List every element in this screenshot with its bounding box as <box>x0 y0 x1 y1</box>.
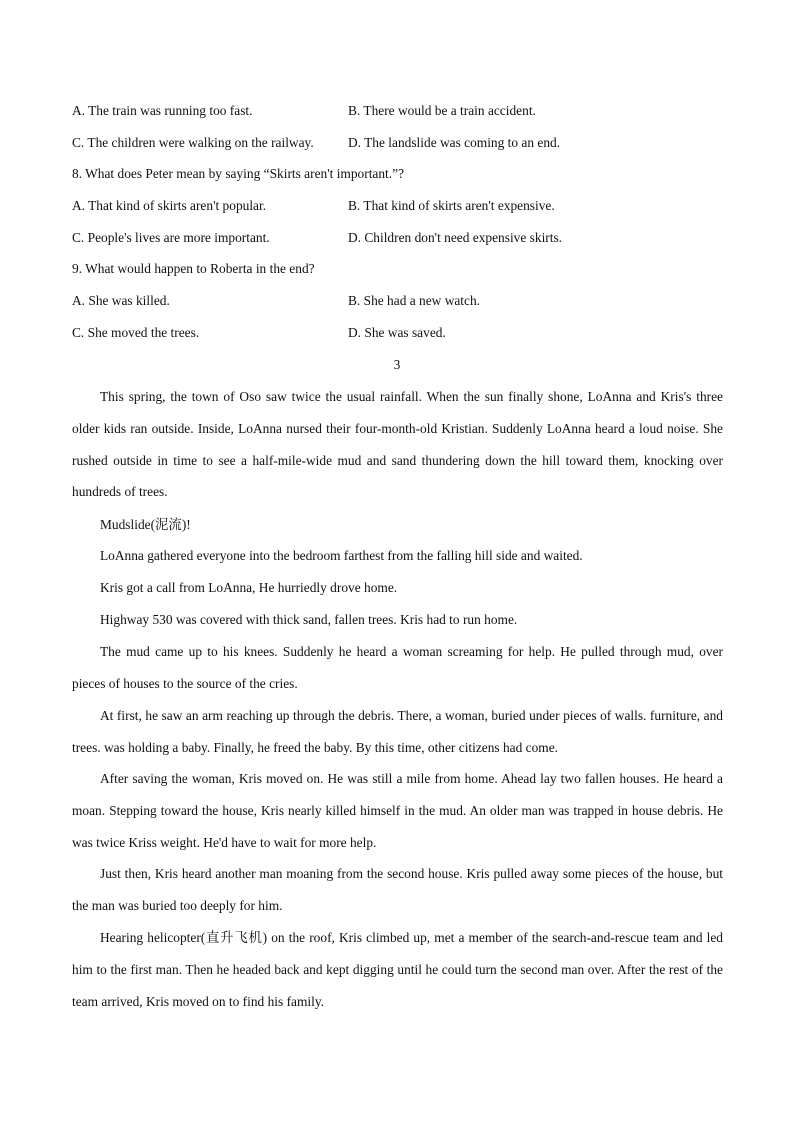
q7-option-a: A. The train was running too fast. <box>72 103 253 118</box>
q8-option-b: B. That kind of skirts aren't expensive. <box>348 198 555 213</box>
q9-option-b: B. She had a new watch. <box>348 293 481 308</box>
q7-option-b: B. There would be a train accident. <box>348 103 536 118</box>
q9-stem: 9. What would happen to Roberta in the end? <box>72 261 315 276</box>
passage-paragraph-4: Kris got a call from LoAnna, He hurriedly drove home. <box>100 580 398 595</box>
q9-option-a: A. She was killed. <box>72 293 170 308</box>
passage-paragraph-2: Mudslide(泥流)! <box>100 517 191 532</box>
q9-option-c: C. She moved the trees. <box>72 325 200 340</box>
passage-paragraph-5: Highway 530 was covered with thick sand, fallen trees. Kris had to run home. <box>100 612 518 627</box>
passage-paragraph-10: Hearing helicopter(直升飞机) on the roof, Kris climbed up, met a member of the search-and-rescue team and led him to the first man. Then he headed back and kept digging until he could turn the second man over. After the rest of the team arrived, Kris moved on to find his family. <box>72 930 723 1009</box>
passage-paragraph-1: This spring, the town of Oso saw twice the usual rainfall. When the sun finally shone, LoAnna and Kris's three older kids ran outside. Inside, LoAnna nursed their four-month-old Kristian. Suddenly LoAnna heard a loud noise. She rushed outside in time to see a half-mile-wide mud and sand thundering down the hill toward them, knocking over hundreds of trees. <box>72 389 723 500</box>
passage-paragraph-7: At first, he saw an arm reaching up through the debris. There, a woman, buried under pieces of walls. furniture, and trees. was holding a baby. Finally, he freed the baby. By this time, other citizens had come. <box>72 708 723 755</box>
q9-option-d: D. She was saved. <box>348 325 446 340</box>
passage-paragraph-3: LoAnna gathered everyone into the bedroom farthest from the falling hill side and waited. <box>100 548 583 563</box>
passage-paragraph-6: The mud came up to his knees. Suddenly he heard a woman screaming for help. He pulled through mud, over pieces of houses to the source of the cries. <box>72 644 723 691</box>
passage-paragraph-9: Just then, Kris heard another man moaning from the second house. Kris pulled away some pieces of the house, but the man was buried too deeply for him. <box>72 866 723 913</box>
q8-option-a: A. That kind of skirts aren't popular. <box>72 198 267 213</box>
section-number: 3 <box>393 357 401 372</box>
q8-option-c: C. People's lives are more important. <box>72 230 270 245</box>
passage-paragraph-8: After saving the woman, Kris moved on. He was still a mile from home. Ahead lay two fallen houses. He heard a moan. Stepping toward the house, Kris nearly killed himself in the mud. An older man was trapped in house debris. He was twice Kriss weight. He'd have to wait for more help. <box>72 771 723 850</box>
q8-option-d: D. Children don't need expensive skirts. <box>348 230 563 245</box>
q7-option-c: C. The children were walking on the railway. <box>72 135 314 150</box>
q7-option-d: D. The landslide was coming to an end. <box>348 135 561 150</box>
q8-stem: 8. What does Peter mean by saying “Skirts aren't important.”? <box>72 166 405 181</box>
